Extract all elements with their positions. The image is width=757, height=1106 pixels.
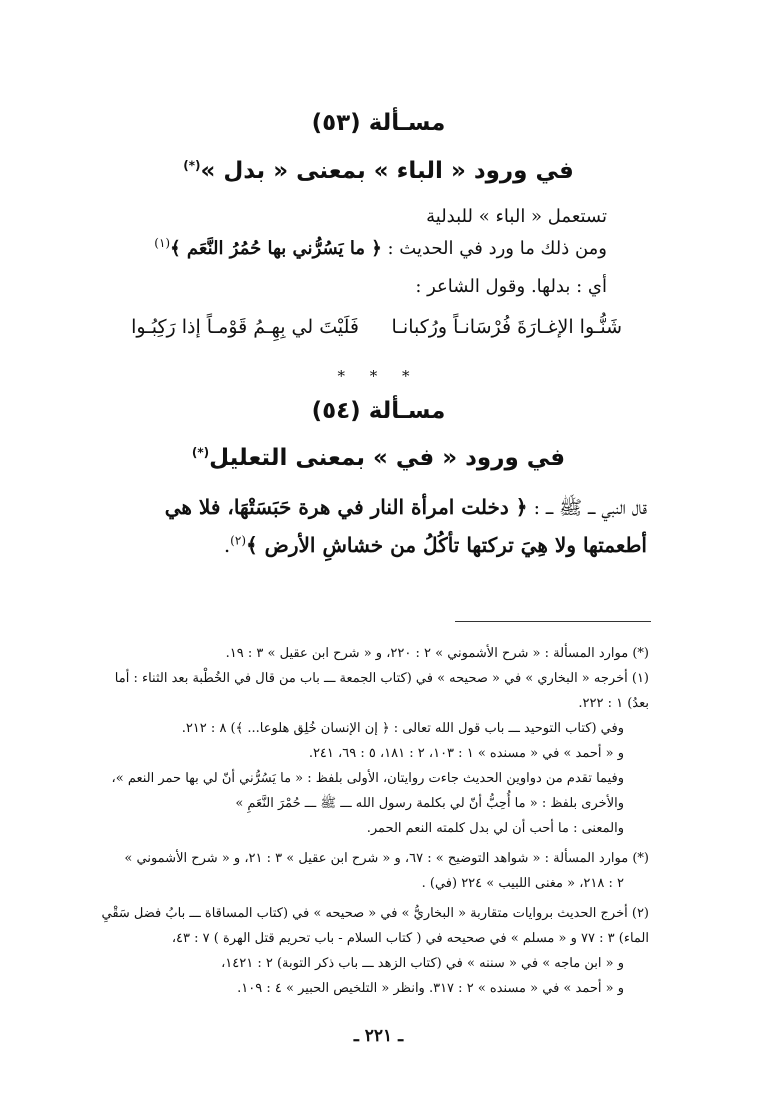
paragraph-line (165, 495, 647, 524)
footnote-line: ٢ : ٢١٨، « مغنى اللبيب » ٢٢٤ (في) . (421, 876, 624, 891)
issue-54-title: مسـألة (٥٤) (311, 398, 446, 424)
hadith-intro: قال النبي ـــ ﷺ ـــ : (533, 497, 647, 519)
footnote-line: (*) موارد المسألة : « شواهد التوضيح » : ٦٧، و « شرح ابن عقيل » ٣ : ٢١، و « شرح الأشموني » (124, 851, 649, 866)
footnote-divider (455, 621, 651, 622)
footnote-line: الماء) ٣ : ٧٧ و « مسلم » في صحيحه في ( كتاب السلام - باب تحريم قتل الهرة ) ٧ : ٤٣، (171, 931, 649, 946)
footnote-line: و « أحمد » في « مسنده » ١ : ١٠٣، ٢ : ١٨١، ٥ : ٦٩، ٢٤١. (308, 746, 624, 761)
issue-53-subtitle-text: في ورود « الباء » بمعنى « بدل » (200, 158, 574, 184)
footnote-mark: (*) (183, 158, 201, 173)
paragraph-line (224, 533, 647, 557)
hadith-quote: أطعمتها ولا هِيَ تركتها تأكُلُ من خشاشِ الأرض ﴾ (246, 533, 647, 557)
footnote-mark: (*) (191, 445, 210, 460)
page-number: ـ ٢٢١ ـ (353, 1026, 404, 1046)
footnote-line: (٢) أخرج الحديث بروايات متقاربة « البخاريُّ » في « صحيحه » في (كتاب المساقاة ـــ بابُ فضل سَقْيِ (101, 906, 649, 921)
footnote-line: (*) موارد المسألة : « شرح الأشموني » ٢ : ٢٢٠، و « شرح ابن عقيل » ٣ : ١٩. (225, 646, 649, 661)
footnote-line: والأخرى بلفظ : « ما أُحِبُّ أنّ لي بكلمة رسول الله ـــ ﷺ ـــ حُمْرَ النَّعَمِ » (235, 796, 624, 811)
footnote-line: (١) أخرجه « البخاري » في « صحيحه » في (كتاب الجمعة ـــ باب من قال في الخُطْبة بعد الثناء : أما (114, 671, 649, 686)
footnote-line: والمعنى : ما أحب أن لي بدل كلمته النعم الحمر. (366, 821, 624, 836)
footnote-line: و « أحمد » في « مسنده » ٢ : ٣١٧. وانظر « التلخيص الحبير » ٤ : ١٠٩. (237, 981, 624, 996)
paragraph-line: أي : بدلها. وقول الشاعر : (415, 276, 607, 297)
footnote-line: بعدُ) ١ : ٢٢٢. (578, 696, 649, 711)
section-separator: * * * (337, 367, 420, 385)
footnote-line: وفيما تقدم من دواوين الحديث جاءت روايتان، الأولى بلفظ : « ما يَسُرُّني أنّ لي بها حمر النعم »، (111, 771, 624, 786)
footnote-line: و « ابن ماجه » في « سننه » في (كتاب الزهد ـــ باب ذكر التوبة) ٢ : ١٤٢١، (221, 956, 624, 971)
sentence-end: . (223, 533, 231, 557)
footnote-line: وفي (كتاب التوحيد ـــ باب قول الله تعالى : ﴿ إن الإنسان خُلِق هلوعا... ﴾) ٨ : ٢١٢. (181, 721, 624, 736)
hadith-intro: ومن ذلك ما ورد في الحديث : (387, 238, 607, 259)
issue-54-subtitle (0, 445, 757, 471)
hadith-quote: ﴿ ما يَسُرُّني بها حُمُرُ النَّعَم ﴾ (170, 238, 382, 259)
paragraph-line: تستعمل « الباء » للبدلية (426, 206, 607, 227)
issue-53-subtitle (0, 158, 757, 184)
verse-hemistich-right: فَلَيْتَ لي بِهِـمُ قَوْمـاً إذا رَكِبُـوا (131, 316, 359, 338)
hadith-quote: ﴿ دخلت امرأة النار في هرة حَبَسَتْهَا، فلا هي (164, 495, 528, 519)
issue-54-subtitle-text: في ورود « في » بمعنى التعليل (209, 445, 566, 471)
footnote-mark: (١) (154, 236, 171, 250)
paragraph-line (154, 236, 607, 259)
issue-53-title: مسـألة (٥٣) (311, 110, 446, 136)
verse-hemistich-left: شَنُّـوا الإغـارَةَ فُرْسَانـاً ورُكبانـا (391, 316, 622, 338)
footnote-mark: (٢) (230, 533, 246, 548)
